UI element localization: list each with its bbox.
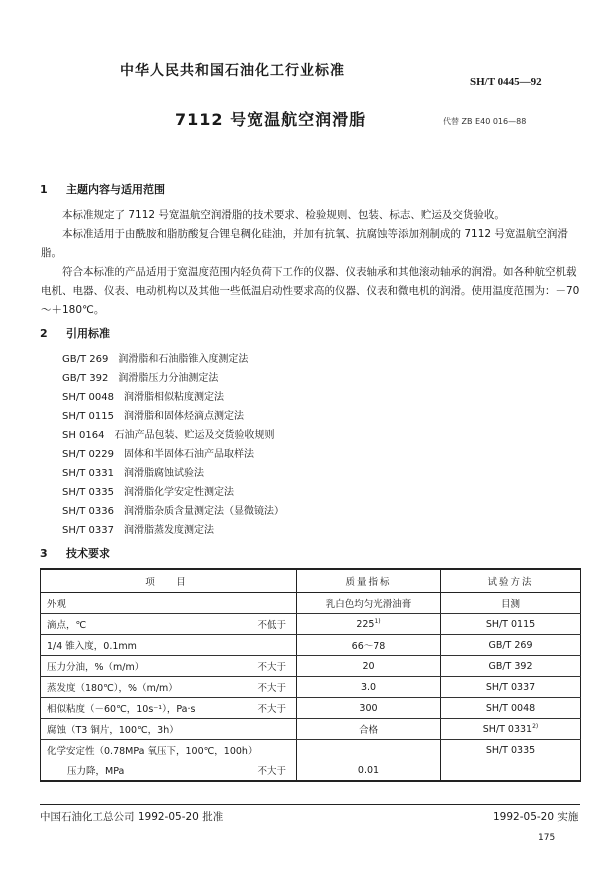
reference-code: SH/T 0115 bbox=[62, 411, 114, 422]
reference-item bbox=[62, 483, 234, 498]
test-method-cell bbox=[441, 760, 581, 781]
paragraph: 本标准适用于由酰胺和脂肪酸复合锂皂稠化硅油，并加有抗氧、抗腐蚀等添加剂制成的 7112 号宽温航空润滑脂。 bbox=[41, 228, 568, 259]
reference-item bbox=[62, 407, 244, 422]
quality-value: 66～78 bbox=[351, 641, 386, 652]
row-item-cell bbox=[41, 635, 297, 656]
limit-label: 不大于 bbox=[257, 683, 286, 694]
table-row bbox=[41, 719, 581, 740]
test-method-cell bbox=[441, 698, 581, 719]
reference-code: GB/T 392 bbox=[62, 373, 109, 384]
row-item-cell bbox=[41, 760, 297, 781]
section-number: 1 bbox=[40, 183, 48, 196]
quality-value: 0.01 bbox=[357, 764, 380, 776]
quality-value-cell bbox=[297, 635, 441, 656]
reference-item bbox=[62, 445, 254, 460]
test-method-cell bbox=[441, 656, 581, 677]
test-method: SH/T 0337 bbox=[485, 682, 536, 694]
table-row bbox=[41, 677, 581, 698]
test-method: SH/T 0331 bbox=[482, 724, 533, 736]
limit-label: 不大于 bbox=[257, 704, 286, 715]
test-method: SH/T 0115 bbox=[485, 619, 536, 631]
section-number: 3 bbox=[40, 547, 48, 560]
test-method-cell bbox=[441, 677, 581, 698]
reference-code: SH/T 0336 bbox=[62, 506, 114, 517]
section-title: 引用标准 bbox=[66, 327, 110, 340]
test-method-cell bbox=[441, 635, 581, 656]
quality-value-cell bbox=[297, 698, 441, 719]
technical-requirements-table bbox=[40, 568, 581, 782]
footnote-mark: 1) bbox=[374, 617, 381, 625]
item-label: 相似粘度（－60℃，10s⁻¹），Pa·s bbox=[47, 704, 196, 715]
reference-code: GB/T 269 bbox=[62, 354, 109, 365]
test-method: 目测 bbox=[500, 599, 520, 610]
item-label: 外观 bbox=[47, 599, 67, 610]
test-method-cell bbox=[441, 740, 581, 761]
item-label: 腐蚀（T3 铜片，100℃，3h） bbox=[47, 725, 179, 736]
item-label: 化学安定性（0.78MPa 氧压下，100℃，100h） bbox=[47, 746, 258, 757]
document-title: 7112 号宽温航空润滑脂 bbox=[175, 110, 367, 129]
section-3-heading bbox=[40, 545, 110, 561]
reference-name: 润滑脂杂质含量测定法（显微镜法） bbox=[123, 506, 284, 517]
test-method: GB/T 392 bbox=[488, 661, 533, 673]
limit-label: 不大于 bbox=[257, 662, 286, 673]
section-number: 2 bbox=[40, 327, 48, 340]
page-number: 175 bbox=[538, 833, 556, 843]
quality-value-cell bbox=[297, 760, 441, 781]
row-item-cell bbox=[41, 593, 297, 614]
row-item-cell bbox=[41, 677, 297, 698]
quality-value-cell bbox=[297, 740, 441, 761]
reference-item bbox=[62, 521, 214, 536]
reference-code: SH/T 0335 bbox=[62, 487, 114, 498]
table-row bbox=[41, 656, 581, 677]
reference-item bbox=[62, 426, 275, 441]
item-label: 蒸发度（180℃），%（m/m） bbox=[47, 683, 178, 694]
replaces-note: 代替 ZB E40 016—88 bbox=[443, 117, 527, 126]
table-header-row bbox=[41, 569, 581, 593]
section-2-heading bbox=[40, 325, 110, 341]
quality-value: 20 bbox=[362, 661, 375, 673]
table-row bbox=[41, 614, 581, 635]
quality-value-cell bbox=[297, 614, 441, 635]
reference-name: 石油产品包装、贮运及交货验收规则 bbox=[114, 430, 275, 441]
reference-name: 润滑脂和石油脂锥入度测定法 bbox=[118, 354, 249, 365]
implementation-date: 1992-05-20 实施 bbox=[493, 811, 579, 823]
test-method: GB/T 269 bbox=[488, 640, 533, 652]
section-1-heading bbox=[40, 181, 165, 197]
reference-name: 润滑脂腐蚀试验法 bbox=[123, 468, 204, 479]
reference-name: 润滑脂蒸发度测定法 bbox=[123, 525, 214, 536]
limit-label: 不低于 bbox=[257, 620, 286, 631]
reference-code: SH/T 0229 bbox=[62, 449, 114, 460]
table-row bbox=[41, 698, 581, 719]
quality-value: 合格 bbox=[358, 725, 378, 736]
reference-name: 固体和半固体石油产品取样法 bbox=[123, 449, 254, 460]
standard-number: SH/T 0445—92 bbox=[470, 76, 542, 88]
table-row bbox=[41, 740, 581, 761]
limit-label: 不大于 bbox=[257, 766, 286, 777]
reference-code: SH 0164 bbox=[62, 430, 105, 441]
item-label: 压力分油，%（m/m） bbox=[47, 662, 145, 673]
paragraph: 本标准规定了 7112 号宽温航空润滑脂的技术要求、检验规则、包装、标志、贮运及交货验收。 bbox=[62, 209, 505, 221]
quality-value: 3.0 bbox=[360, 682, 377, 694]
table-row bbox=[41, 635, 581, 656]
reference-code: SH/T 0337 bbox=[62, 525, 114, 536]
reference-name: 润滑脂压力分油测定法 bbox=[118, 373, 219, 384]
table-row bbox=[41, 760, 581, 781]
test-method: SH/T 0335 bbox=[485, 744, 536, 756]
paragraph: 符合本标准的产品适用于宽温度范围内轻负荷下工作的仪器、仪表轴承和其他滚动轴承的润滑。如各种航空机载电机、电器、仪表、电动机构以及其他一些低温启动性要求高的仪器、仪表和微电机的润滑。使用温度范围为：－70～＋180℃。 bbox=[41, 266, 580, 316]
limit-label bbox=[286, 596, 290, 610]
item-label: 1/4 锥入度，0.1mm bbox=[47, 641, 137, 652]
quality-value: 乳白色均匀光滑油膏 bbox=[325, 599, 412, 610]
row-item-cell bbox=[41, 614, 297, 635]
limit-label bbox=[286, 722, 290, 736]
limit-label bbox=[286, 638, 290, 652]
quality-value-cell bbox=[297, 719, 441, 740]
row-item-cell bbox=[41, 719, 297, 740]
row-item-cell bbox=[41, 740, 297, 761]
quality-value-cell bbox=[297, 593, 441, 614]
table-row bbox=[41, 593, 581, 614]
row-item-cell bbox=[41, 698, 297, 719]
reference-name: 润滑脂相似粘度测定法 bbox=[123, 392, 224, 403]
test-method-cell bbox=[441, 614, 581, 635]
reference-code: SH/T 0331 bbox=[62, 468, 114, 479]
test-method: SH/T 0048 bbox=[485, 703, 536, 715]
quality-value: 225 bbox=[356, 619, 375, 631]
reference-name: 润滑脂和固体烃滴点测定法 bbox=[123, 411, 244, 422]
item-label: 滴点，℃ bbox=[47, 620, 87, 631]
column-header-item: 项 目 bbox=[41, 569, 297, 593]
section-title: 技术要求 bbox=[66, 547, 110, 560]
reference-code: SH/T 0048 bbox=[62, 392, 114, 403]
reference-item bbox=[62, 369, 218, 384]
footnote-mark: 2) bbox=[532, 722, 539, 730]
column-header-method: 试验方法 bbox=[441, 569, 581, 593]
reference-item bbox=[62, 388, 224, 403]
quality-value-cell bbox=[297, 677, 441, 698]
row-item-cell bbox=[41, 656, 297, 677]
item-label: 压力降，MPa bbox=[67, 766, 125, 777]
reference-item bbox=[62, 350, 248, 365]
approval-note: 中国石油化工总公司 1992-05-20 批准 bbox=[40, 811, 224, 823]
quality-value-cell bbox=[297, 656, 441, 677]
reference-item bbox=[62, 464, 204, 479]
section-title: 主题内容与适用范围 bbox=[66, 183, 165, 196]
test-method-cell bbox=[441, 593, 581, 614]
column-header-quality: 质量指标 bbox=[297, 569, 441, 593]
quality-value: 300 bbox=[359, 703, 378, 715]
footer-divider bbox=[40, 804, 580, 805]
reference-name: 润滑脂化学安定性测定法 bbox=[123, 487, 234, 498]
reference-item bbox=[62, 502, 284, 517]
issuing-organization: 中华人民共和国石油化工行业标准 bbox=[120, 63, 345, 79]
test-method-cell bbox=[441, 719, 581, 740]
